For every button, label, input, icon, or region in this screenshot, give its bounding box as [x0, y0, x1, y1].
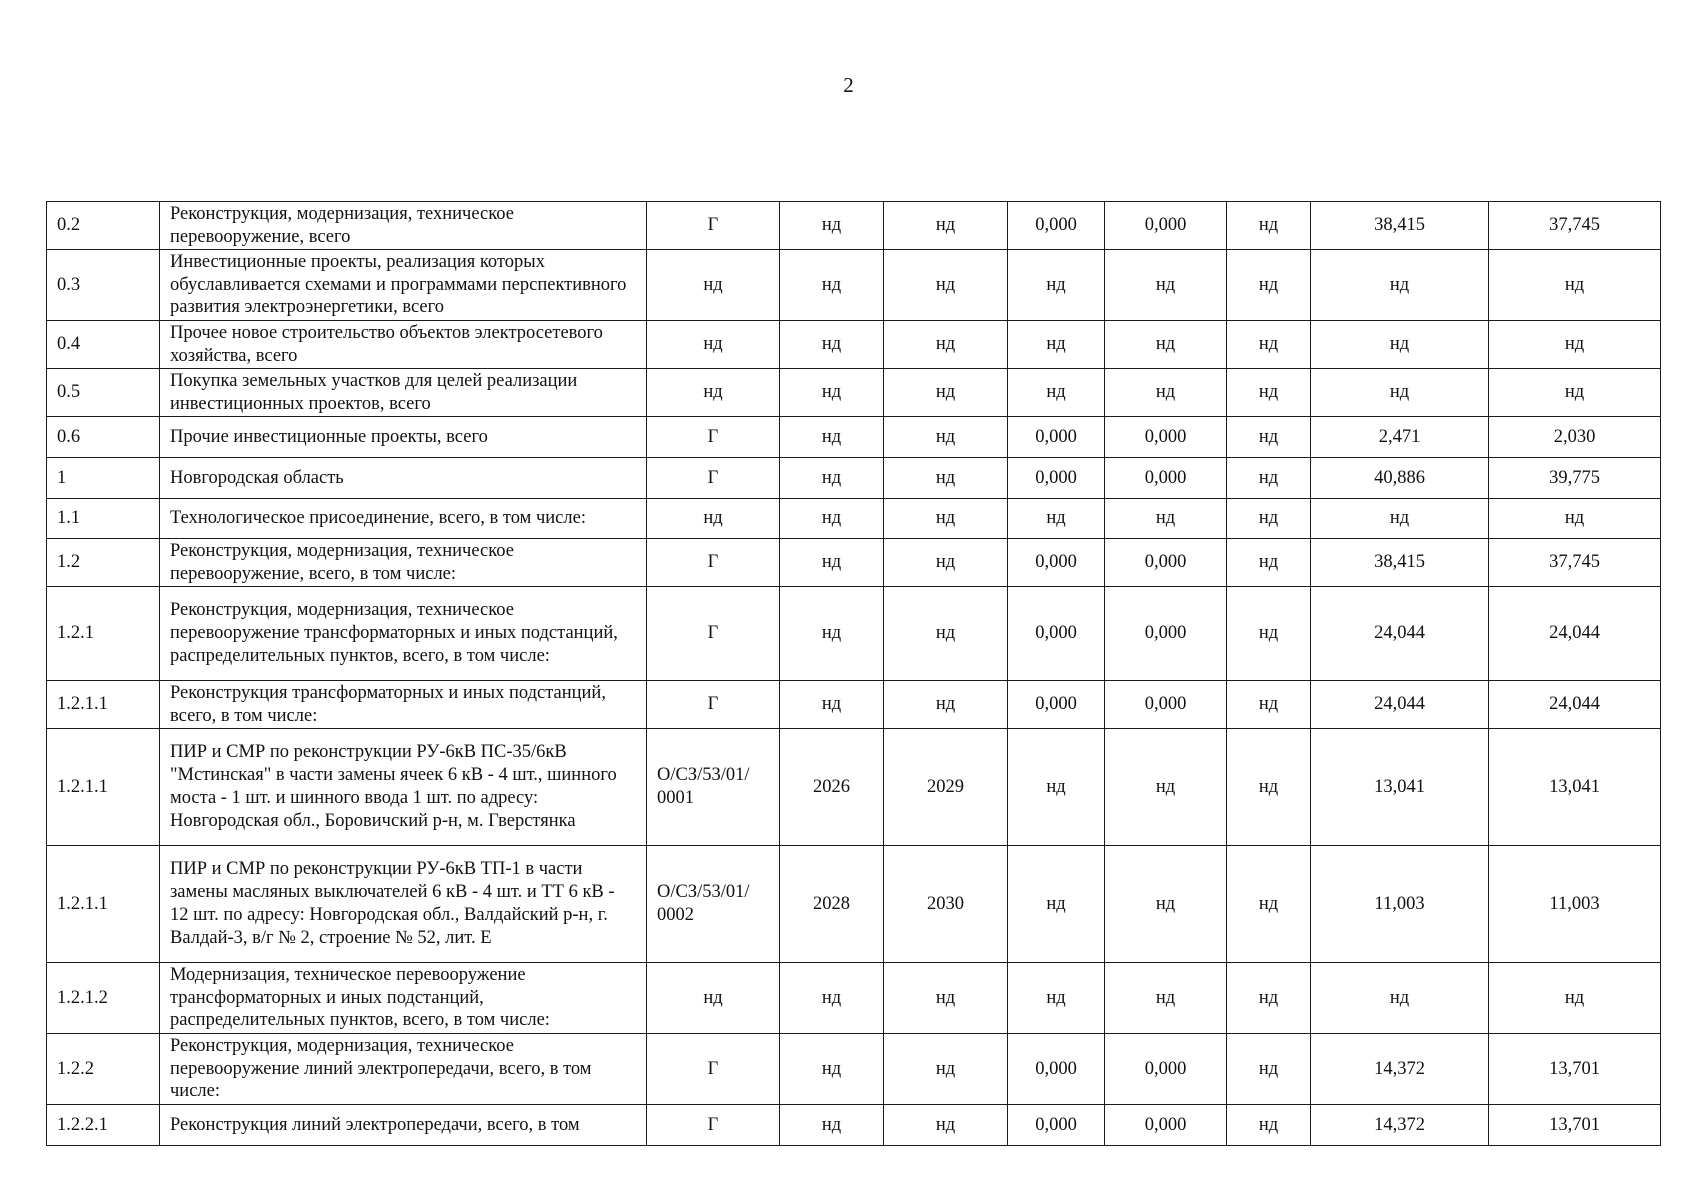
value-cell: 0,000	[1105, 202, 1227, 250]
project-code-cell: нд	[647, 321, 780, 369]
value-cell: 2028	[780, 846, 884, 963]
value-cell: нд	[1008, 321, 1105, 369]
project-code-cell: Г	[647, 417, 780, 458]
value-cell: 0,000	[1008, 539, 1105, 587]
row-number-cell: 0.3	[47, 250, 160, 321]
value-cell: нд	[1489, 250, 1661, 321]
value-cell: нд	[1227, 369, 1311, 417]
value-cell: нд	[884, 587, 1008, 681]
value-cell: 0,000	[1105, 1034, 1227, 1105]
value-cell: 0,000	[1008, 417, 1105, 458]
value-cell: 13,041	[1489, 729, 1661, 846]
value-cell: нд	[1105, 963, 1227, 1034]
row-number-cell: 0.5	[47, 369, 160, 417]
value-cell: нд	[1227, 321, 1311, 369]
value-cell: нд	[780, 587, 884, 681]
value-cell: 0,000	[1105, 458, 1227, 499]
row-number-cell: 0.2	[47, 202, 160, 250]
value-cell: 0,000	[1105, 1105, 1227, 1146]
value-cell: нд	[780, 681, 884, 729]
value-cell: 0,000	[1008, 681, 1105, 729]
value-cell: 0,000	[1008, 587, 1105, 681]
row-number-cell: 1	[47, 458, 160, 499]
value-cell: 38,415	[1311, 202, 1489, 250]
project-code-cell: Г	[647, 587, 780, 681]
project-name-cell: ПИР и СМР по реконструкции РУ-6кВ ТП-1 в части замены масляных выключателей 6 кВ - 4 шт. и ТТ 6 кВ - 12 шт. по адресу: Новгородская обл., Валдайский р-н, г. Валдай-3, в/г № 2, строение № 52, лит. Е	[160, 846, 647, 963]
value-cell: нд	[1311, 250, 1489, 321]
value-cell: нд	[1105, 499, 1227, 539]
value-cell: 2,030	[1489, 417, 1661, 458]
value-cell: нд	[1311, 369, 1489, 417]
value-cell: нд	[1227, 202, 1311, 250]
value-cell: 0,000	[1105, 587, 1227, 681]
value-cell: нд	[1008, 250, 1105, 321]
value-cell: нд	[1227, 539, 1311, 587]
value-cell: нд	[884, 1034, 1008, 1105]
project-code-cell: нд	[647, 250, 780, 321]
row-number-cell: 1.2.1.1	[47, 729, 160, 846]
investment-program-table	[46, 201, 1661, 1146]
value-cell: 0,000	[1105, 681, 1227, 729]
value-cell: 0,000	[1008, 1034, 1105, 1105]
value-cell: нд	[884, 681, 1008, 729]
value-cell: нд	[780, 321, 884, 369]
value-cell: нд	[1105, 729, 1227, 846]
value-cell: 13,701	[1489, 1105, 1661, 1146]
project-code-cell: нд	[647, 963, 780, 1034]
project-name-cell: Новгородская область	[160, 458, 647, 499]
project-code-cell: нд	[647, 499, 780, 539]
value-cell: нд	[1227, 963, 1311, 1034]
value-cell: нд	[884, 417, 1008, 458]
value-cell: нд	[884, 458, 1008, 499]
project-name-cell: Прочие инвестиционные проекты, всего	[160, 417, 647, 458]
row-number-cell: 0.6	[47, 417, 160, 458]
project-code-cell: Г	[647, 458, 780, 499]
value-cell: нд	[1105, 321, 1227, 369]
value-cell: 38,415	[1311, 539, 1489, 587]
value-cell: нд	[884, 369, 1008, 417]
project-name-cell: Реконструкция, модернизация, техническое перевооружение трансформаторных и иных подстанций, распределительных пунктов, всего, в том числе:	[160, 587, 647, 681]
value-cell: нд	[884, 202, 1008, 250]
value-cell: нд	[1227, 1034, 1311, 1105]
value-cell: 13,701	[1489, 1034, 1661, 1105]
page-number: 2	[843, 73, 854, 97]
value-cell: 0,000	[1008, 1105, 1105, 1146]
project-code-cell: Г	[647, 1034, 780, 1105]
value-cell: нд	[1105, 250, 1227, 321]
value-cell: нд	[1489, 321, 1661, 369]
value-cell: нд	[780, 250, 884, 321]
project-name-cell: Инвестиционные проекты, реализация которых обуславливается схемами и программами перспективного развития электроэнергетики, всего	[160, 250, 647, 321]
value-cell: нд	[1227, 729, 1311, 846]
project-code-cell: Г	[647, 1105, 780, 1146]
value-cell: нд	[780, 1105, 884, 1146]
project-name-cell: ПИР и СМР по реконструкции РУ-6кВ ПС-35/6кВ "Мстинская" в части замены ячеек 6 кВ - 4 шт., шинного моста - 1 шт. и шинного ввода 1 шт. по адресу: Новгородская обл., Боровичский р-н, м. Гверстянка	[160, 729, 647, 846]
value-cell: нд	[780, 369, 884, 417]
value-cell: 37,745	[1489, 202, 1661, 250]
table-row	[47, 963, 1661, 1034]
row-number-cell: 0.4	[47, 321, 160, 369]
value-cell: 2026	[780, 729, 884, 846]
table-row	[47, 846, 1661, 963]
project-name-cell: Прочее новое строительство объектов электросетевого хозяйства, всего	[160, 321, 647, 369]
value-cell: нд	[780, 1034, 884, 1105]
value-cell: нд	[1105, 846, 1227, 963]
value-cell: нд	[1227, 587, 1311, 681]
value-cell: нд	[1008, 729, 1105, 846]
value-cell: нд	[1227, 1105, 1311, 1146]
value-cell: нд	[1489, 369, 1661, 417]
value-cell: нд	[1227, 417, 1311, 458]
value-cell: 24,044	[1311, 587, 1489, 681]
value-cell: нд	[1227, 458, 1311, 499]
value-cell: нд	[1227, 499, 1311, 539]
table-row	[47, 729, 1661, 846]
value-cell: 24,044	[1311, 681, 1489, 729]
project-code-cell: О/СЗ/53/01/ 0002	[647, 846, 780, 963]
table-row	[47, 458, 1661, 499]
table-row	[47, 202, 1661, 250]
value-cell: нд	[780, 539, 884, 587]
value-cell: нд	[884, 499, 1008, 539]
project-name-cell: Покупка земельных участков для целей реализации инвестиционных проектов, всего	[160, 369, 647, 417]
row-number-cell: 1.2.2	[47, 1034, 160, 1105]
value-cell: 0,000	[1105, 539, 1227, 587]
value-cell: нд	[1008, 846, 1105, 963]
value-cell: нд	[1008, 963, 1105, 1034]
value-cell: 24,044	[1489, 587, 1661, 681]
value-cell: 2030	[884, 846, 1008, 963]
value-cell: нд	[1311, 499, 1489, 539]
row-number-cell: 1.2	[47, 539, 160, 587]
value-cell: 24,044	[1489, 681, 1661, 729]
table-row	[47, 499, 1661, 539]
value-cell: 2029	[884, 729, 1008, 846]
value-cell: 0,000	[1008, 202, 1105, 250]
table-row	[47, 250, 1661, 321]
row-number-cell: 1.2.1.1	[47, 846, 160, 963]
value-cell: 13,041	[1311, 729, 1489, 846]
project-name-cell: Реконструкция, модернизация, техническое перевооружение линий электропередачи, всего, в том числе:	[160, 1034, 647, 1105]
project-code-cell: О/СЗ/53/01/ 0001	[647, 729, 780, 846]
value-cell: нд	[780, 458, 884, 499]
project-code-cell: нд	[647, 369, 780, 417]
value-cell: 11,003	[1489, 846, 1661, 963]
table-row	[47, 417, 1661, 458]
value-cell: нд	[884, 539, 1008, 587]
row-number-cell: 1.2.2.1	[47, 1105, 160, 1146]
value-cell: нд	[1227, 681, 1311, 729]
value-cell: нд	[780, 499, 884, 539]
project-code-cell: Г	[647, 681, 780, 729]
project-name-cell: Технологическое присоединение, всего, в том числе:	[160, 499, 647, 539]
row-number-cell: 1.2.1.1	[47, 681, 160, 729]
value-cell: нд	[1489, 963, 1661, 1034]
row-number-cell: 1.2.1	[47, 587, 160, 681]
value-cell: нд	[780, 417, 884, 458]
value-cell: 0,000	[1105, 417, 1227, 458]
value-cell: нд	[780, 963, 884, 1034]
table-row	[47, 539, 1661, 587]
project-code-cell: Г	[647, 202, 780, 250]
value-cell: нд	[884, 321, 1008, 369]
table-row	[47, 681, 1661, 729]
value-cell: 14,372	[1311, 1105, 1489, 1146]
value-cell: 2,471	[1311, 417, 1489, 458]
value-cell: нд	[884, 963, 1008, 1034]
project-name-cell: Реконструкция трансформаторных и иных подстанций, всего, в том числе:	[160, 681, 647, 729]
table-row	[47, 1105, 1661, 1146]
project-name-cell: Модернизация, техническое перевооружение трансформаторных и иных подстанций, распределительных пунктов, всего, в том числе:	[160, 963, 647, 1034]
value-cell: нд	[1008, 369, 1105, 417]
project-name-cell: Реконструкция линий электропередачи, всего, в том	[160, 1105, 647, 1146]
value-cell: 40,886	[1311, 458, 1489, 499]
row-number-cell: 1.1	[47, 499, 160, 539]
row-number-cell: 1.2.1.2	[47, 963, 160, 1034]
value-cell: нд	[1489, 499, 1661, 539]
project-code-cell: Г	[647, 539, 780, 587]
value-cell: нд	[884, 1105, 1008, 1146]
table-row	[47, 1034, 1661, 1105]
value-cell: нд	[1105, 369, 1227, 417]
value-cell: нд	[884, 250, 1008, 321]
table-row	[47, 587, 1661, 681]
value-cell: нд	[1227, 846, 1311, 963]
table-row	[47, 321, 1661, 369]
value-cell: нд	[1311, 321, 1489, 369]
value-cell: 39,775	[1489, 458, 1661, 499]
project-name-cell: Реконструкция, модернизация, техническое перевооружение, всего, в том числе:	[160, 539, 647, 587]
value-cell: 14,372	[1311, 1034, 1489, 1105]
value-cell: 11,003	[1311, 846, 1489, 963]
value-cell: 37,745	[1489, 539, 1661, 587]
value-cell: нд	[780, 202, 884, 250]
value-cell: нд	[1008, 499, 1105, 539]
value-cell: нд	[1227, 250, 1311, 321]
table-row	[47, 369, 1661, 417]
value-cell: нд	[1311, 963, 1489, 1034]
project-name-cell: Реконструкция, модернизация, техническое перевооружение, всего	[160, 202, 647, 250]
value-cell: 0,000	[1008, 458, 1105, 499]
